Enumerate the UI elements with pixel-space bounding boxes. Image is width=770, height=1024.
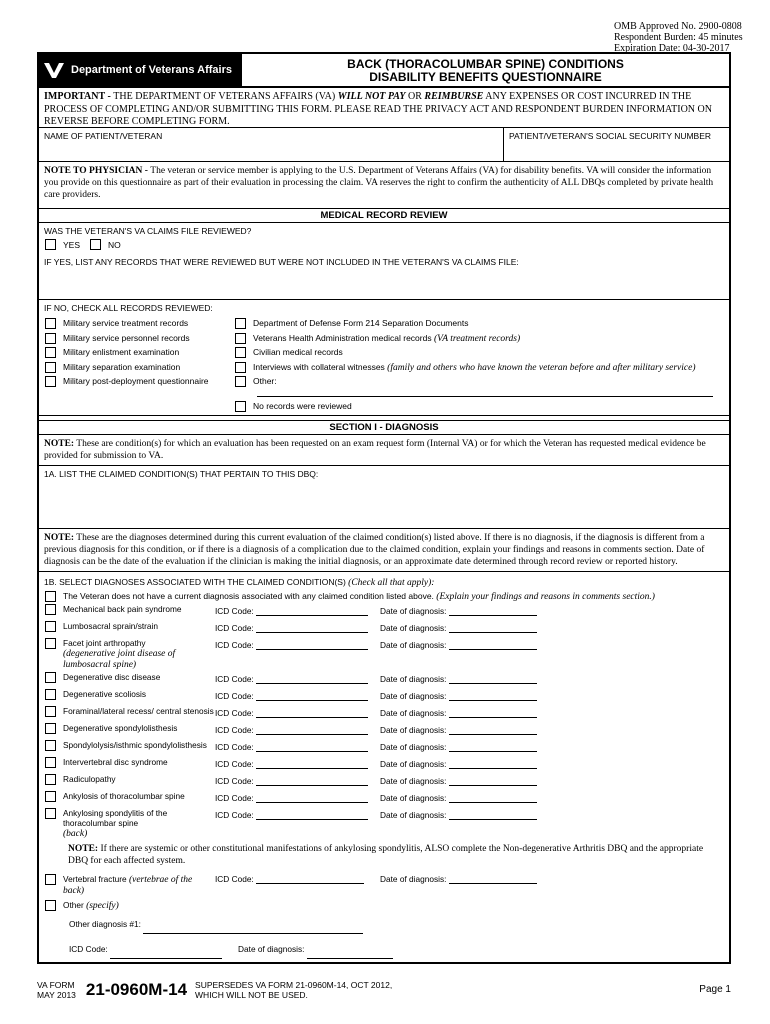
diagnosis-label: Vertebral fracture — [63, 874, 129, 884]
omb-info — [614, 21, 743, 54]
diagnosis-label: Facet joint arthropathy — [63, 638, 146, 648]
record-label: Department of Defense Form 214 Separation Documents — [253, 318, 469, 328]
date-input[interactable] — [449, 734, 537, 735]
note-lead: NOTE: — [44, 533, 75, 543]
record-option — [39, 333, 229, 344]
diagnosis-label: Degenerative scoliosis — [63, 689, 147, 699]
icd-input[interactable] — [256, 700, 368, 701]
record-label: Military service personnel records — [63, 332, 190, 343]
agency-name: Department of Veterans Affairs — [71, 64, 232, 76]
diagnosis-vertebral-fracture — [39, 874, 729, 896]
q1b-hint: (Check all that apply): — [348, 578, 435, 588]
va-form-label: VA FORM — [37, 980, 75, 990]
diagnosis-option — [39, 689, 729, 704]
record-label: Military enlistment examination — [63, 347, 180, 357]
record-option — [229, 318, 729, 329]
icd-input[interactable] — [256, 734, 368, 735]
yes-label: YES — [63, 239, 81, 250]
date-input[interactable] — [449, 883, 537, 884]
icd-label: ICD Code: — [215, 623, 254, 633]
records-checklist — [39, 318, 729, 416]
record-option — [229, 376, 729, 397]
diagnosis-label: Ankylosis of thoracolumbar spine — [63, 791, 185, 801]
vertebral-fracture-checkbox[interactable] — [45, 874, 56, 885]
diagnosis-checkbox[interactable] — [45, 638, 56, 649]
diagnosis-checkbox[interactable] — [45, 791, 56, 802]
date-input[interactable] — [449, 802, 537, 803]
diagnosis-label: Spondylolysis/isthmic spondylolisthesis — [63, 740, 207, 750]
diagnosis-checkbox[interactable] — [45, 706, 56, 717]
record-option — [229, 333, 729, 344]
form-date: MAY 2013 — [37, 990, 76, 1000]
date-input[interactable] — [449, 700, 537, 701]
date-label: Date of diagnosis: — [380, 606, 447, 616]
other-date-input[interactable] — [307, 944, 393, 959]
record-label: Civilian medical records — [253, 347, 343, 357]
icd-label: ICD Code: — [215, 606, 254, 616]
date-input[interactable] — [449, 649, 537, 650]
diagnosis-label: Radiculopathy — [63, 774, 116, 784]
diagnosis-checkbox[interactable] — [45, 757, 56, 768]
ssn-label: PATIENT/VETERAN'S SOCIAL SECURITY NUMBER — [509, 131, 712, 141]
diagnosis-checkbox[interactable] — [45, 740, 56, 751]
record-checkbox[interactable] — [235, 376, 246, 387]
record-checkbox[interactable] — [235, 362, 246, 373]
supersedes-line1: SUPERSEDES VA FORM 21-0960M-14, OCT 2012, — [195, 980, 393, 990]
diagnosis-checkbox[interactable] — [45, 774, 56, 785]
icd-input[interactable] — [256, 883, 364, 884]
section-1-note — [39, 435, 729, 466]
diagnosis-label: Degenerative spondylolisthesis — [63, 723, 178, 733]
diagnosis-label: Intervertebral disc syndrome — [63, 757, 168, 767]
icd-input[interactable] — [256, 751, 368, 752]
date-label: Date of diagnosis: — [380, 640, 447, 650]
diagnosis-note — [39, 529, 729, 572]
record-option — [39, 362, 229, 373]
icd-label: ICD Code: — [215, 793, 254, 803]
diagnosis-option — [39, 757, 729, 772]
icd-label: ICD Code: — [215, 742, 254, 752]
record-option — [229, 347, 729, 358]
yes-checkbox[interactable] — [45, 239, 56, 250]
record-option — [229, 401, 729, 412]
record-checkbox[interactable] — [45, 347, 56, 358]
no-checkbox[interactable] — [90, 239, 101, 250]
title-line2: DISABILITY BENEFITS QUESTIONNAIRE — [369, 70, 602, 84]
footer — [37, 980, 731, 1000]
icd-label: ICD Code: — [215, 810, 254, 820]
record-option — [39, 347, 229, 358]
form-number: 21-0960M-14 — [85, 980, 188, 999]
date-input[interactable] — [449, 819, 537, 820]
diagnosis-other — [39, 900, 729, 915]
diagnosis-option — [39, 791, 729, 806]
record-checkbox[interactable] — [235, 333, 246, 344]
record-label: Military separation examination — [63, 361, 181, 372]
date-label: Date of diagnosis: — [380, 776, 447, 786]
no-label: NO — [108, 239, 121, 250]
icd-input[interactable] — [256, 649, 368, 650]
respondent-burden: Respondent Burden: 45 minutes — [614, 32, 743, 43]
note-lead: NOTE TO PHYSICIAN - — [44, 166, 151, 176]
record-option — [229, 362, 729, 373]
icd-label: ICD Code: — [215, 874, 254, 884]
patient-name-field[interactable] — [39, 128, 504, 161]
diagnosis-label: Mechanical back pain syndrome — [63, 604, 182, 614]
if-yes-label: IF YES, LIST ANY RECORDS THAT WERE REVIEWED BUT WERE NOT INCLUDED IN THE VETERAN'S VA CLAIMS FILE: — [39, 254, 729, 300]
diagnosis-label: Degenerative disc disease — [63, 672, 161, 682]
other-records-input[interactable] — [257, 396, 713, 397]
form-title — [242, 54, 729, 86]
form — [37, 52, 731, 964]
record-checkbox[interactable] — [235, 347, 246, 358]
diagnosis-option — [39, 638, 729, 670]
important-lead: IMPORTANT - — [44, 91, 114, 102]
other-label: Other — [63, 900, 87, 910]
page-number: Page 1 — [699, 984, 731, 995]
record-label: Military post-deployment questionnaire — [63, 376, 209, 386]
form-header — [39, 54, 729, 88]
record-checkbox[interactable] — [235, 401, 246, 412]
date-label: Date of diagnosis: — [380, 742, 447, 752]
date-label: Date of diagnosis: — [380, 874, 447, 884]
omb-number: OMB Approved No. 2900-0808 — [614, 21, 742, 32]
diagnosis-label: Lumbosacral sprain/strain — [63, 621, 158, 631]
record-checkbox[interactable] — [235, 318, 246, 329]
date-label: Date of diagnosis: — [238, 944, 305, 954]
will-not-pay: WILL NOT PAY — [337, 91, 406, 102]
no-diagnosis-label: The Veteran does not have a current diagnosis associated with any claimed condition listed above. — [63, 591, 437, 601]
patient-name-label: NAME OF PATIENT/VETERAN — [44, 131, 163, 141]
ankylosing-note — [39, 841, 729, 870]
record-checkbox[interactable] — [45, 376, 56, 387]
note-text: The veteran or service member is applying to the U.S. Department of Veterans Affairs (VA) for disability benefits. VA will consider the information you provide on this questionnaire as part of their evaluation in processing the claim. VA reserves the right to confirm the authenticity of ALL DBQs completed by private health care providers. — [44, 166, 714, 200]
note-text: These are the diagnoses determined during this current evaluation of the claimed condition(s) listed above. If there is no diagnosis, if the diagnosis is different from a previous diagnosis for this condition, or if there is a diagnosis of a complication due to the claimed condition, explain your findings and reasons in comments section. Date of diagnosis can be the date of the evaluation if the clinician is making the initial diagnosis, or an approximate date determined through record review or reported history. — [44, 533, 705, 567]
title-line1: BACK (THORACOLUMBAR SPINE) CONDITIONS — [347, 57, 624, 71]
ssn-field[interactable] — [504, 128, 729, 161]
icd-label: ICD Code: — [215, 725, 254, 735]
record-label: Interviews with collateral witnesses — [253, 361, 388, 372]
icd-label: ICD Code: — [215, 640, 254, 650]
date-label: Date of diagnosis: — [380, 623, 447, 633]
supersedes-line2: WHICH WILL NOT BE USED. — [195, 990, 308, 1000]
va-logo — [39, 54, 242, 86]
diagnosis-option — [39, 672, 729, 687]
icd-label: ICD Code: — [215, 674, 254, 684]
other-diagnosis-input[interactable] — [143, 919, 363, 934]
diagnosis-option — [39, 621, 729, 636]
note-text: These are condition(s) for which an evaluation has been requested on an exam request form (Internal VA) or for which the Veteran has requested medical evidence be provided for submission to VA. — [44, 439, 706, 461]
date-input[interactable] — [449, 768, 537, 769]
patient-info-row — [39, 128, 729, 162]
t: THE DEPARTMENT OF VETERANS AFFAIRS (VA) — [113, 91, 338, 102]
record-hint: (family and others who have known the veteran before and after military service) — [387, 362, 696, 373]
record-checkbox[interactable] — [45, 333, 56, 344]
diagnosis-hint: (back) — [63, 829, 88, 839]
q1a-label: 1A. LIST THE CLAIMED CONDITION(S) THAT PERTAIN TO THIS DBQ: — [44, 469, 319, 479]
q1b-label: 1B. SELECT DIAGNOSES ASSOCIATED WITH THE CLAIMED CONDITION(S) — [44, 577, 349, 587]
expiration-date: Expiration Date: 04-30-2017 — [614, 43, 730, 54]
date-label: Date of diagnosis: — [380, 674, 447, 684]
date-input[interactable] — [449, 683, 537, 684]
reimburse: REIMBURSE — [424, 91, 484, 102]
diagnosis-checkbox[interactable] — [45, 723, 56, 734]
t: OR — [405, 91, 425, 102]
other-hint: (specify) — [86, 901, 119, 911]
date-label: Date of diagnosis: — [380, 708, 447, 718]
no-diagnosis-checkbox[interactable] — [45, 591, 56, 602]
icd-label: ICD Code: — [215, 691, 254, 701]
icd-input[interactable] — [256, 615, 368, 616]
icd-label: ICD Code: — [215, 759, 254, 769]
diagnosis-option — [39, 706, 729, 721]
diagnosis-hint: (degenerative joint disease of lumbosacral spine) — [63, 649, 176, 670]
diagnosis-option — [39, 808, 729, 839]
t: ANY EXPENSES OR COST INCURRED IN THE PROCESS OF COMPLETING AND/OR SUBMITTING THIS FORM. PLEASE READ THE PRIVACY ACT AND RESPONDENT BURDEN INFORMATION ON REVERSE BEFORE COMPLETING FORM. — [44, 91, 712, 127]
no-diagnosis-option — [39, 591, 729, 602]
icd-input[interactable] — [256, 819, 368, 820]
record-label: Military service treatment records — [63, 318, 189, 328]
note-lead: NOTE: — [68, 844, 99, 854]
claims-file-options — [39, 239, 729, 250]
icd-input[interactable] — [256, 717, 368, 718]
diagnosis-checkbox[interactable] — [45, 689, 56, 700]
note-text: If there are systemic or other constitutional manifestations of ankylosing spondylitis, ALSO complete the Non-degenerative Arthritis DBQ and the appropriate DBQ for each affected system. — [68, 844, 704, 866]
date-input[interactable] — [449, 615, 537, 616]
diagnosis-option — [39, 604, 729, 619]
date-label: Date of diagnosis: — [380, 691, 447, 701]
diagnosis-option — [39, 740, 729, 755]
medical-record-review-heading: MEDICAL RECORD REVIEW — [39, 208, 729, 223]
record-label: No records were reviewed — [253, 400, 352, 411]
other-icd-input[interactable] — [110, 944, 222, 959]
date-label: Date of diagnosis: — [380, 725, 447, 735]
date-input[interactable] — [449, 717, 537, 718]
icd-input[interactable] — [256, 768, 368, 769]
record-hint: (VA treatment records) — [433, 333, 521, 344]
diagnosis-checkbox[interactable] — [45, 604, 56, 615]
diagnosis-option — [39, 723, 729, 738]
diagnosis-checkbox[interactable] — [45, 672, 56, 683]
record-label: Other: — [253, 376, 277, 386]
diagnosis-hint: (vertebrae of the back) — [63, 875, 193, 896]
claimed-conditions-field[interactable] — [39, 466, 729, 529]
diagnosis-checkbox[interactable] — [45, 621, 56, 632]
record-label: Veterans Health Administration medical records — [253, 332, 434, 343]
diagnosis-checkbox[interactable] — [45, 808, 56, 819]
note-lead: NOTE: — [44, 439, 75, 449]
date-input[interactable] — [449, 751, 537, 752]
icd-input[interactable] — [256, 632, 368, 633]
other-diagnosis-label: Other diagnosis #1: — [69, 919, 141, 929]
icd-input[interactable] — [256, 785, 368, 786]
section-1-heading: SECTION I - DIAGNOSIS — [39, 420, 729, 435]
date-input[interactable] — [449, 632, 537, 633]
claims-file-question: WAS THE VETERAN'S VA CLAIMS FILE REVIEWED? — [44, 226, 252, 236]
physician-note — [39, 162, 729, 208]
diagnosis-label: Ankylosing spondylitis of the thoracolumbar spine — [63, 808, 168, 828]
va-seal-icon — [43, 61, 65, 79]
record-checkbox[interactable] — [45, 362, 56, 373]
date-label: Date of diagnosis: — [380, 793, 447, 803]
icd-label: ICD Code: — [69, 944, 108, 954]
icd-input[interactable] — [256, 802, 368, 803]
icd-label: ICD Code: — [215, 708, 254, 718]
record-checkbox[interactable] — [45, 318, 56, 329]
date-label: Date of diagnosis: — [380, 759, 447, 769]
icd-label: ICD Code: — [215, 776, 254, 786]
record-option — [39, 376, 229, 387]
if-no-label: IF NO, CHECK ALL RECORDS REVIEWED: — [44, 303, 213, 313]
other-checkbox[interactable] — [45, 900, 56, 911]
important-notice — [39, 88, 729, 128]
diagnosis-option — [39, 774, 729, 789]
diagnosis-label: Foraminal/lateral recess/ central stenosis — [63, 706, 214, 716]
icd-input[interactable] — [256, 683, 368, 684]
no-diagnosis-hint: (Explain your findings and reasons in comments section.) — [436, 592, 655, 602]
date-input[interactable] — [449, 785, 537, 786]
date-label: Date of diagnosis: — [380, 810, 447, 820]
record-option — [39, 318, 229, 329]
